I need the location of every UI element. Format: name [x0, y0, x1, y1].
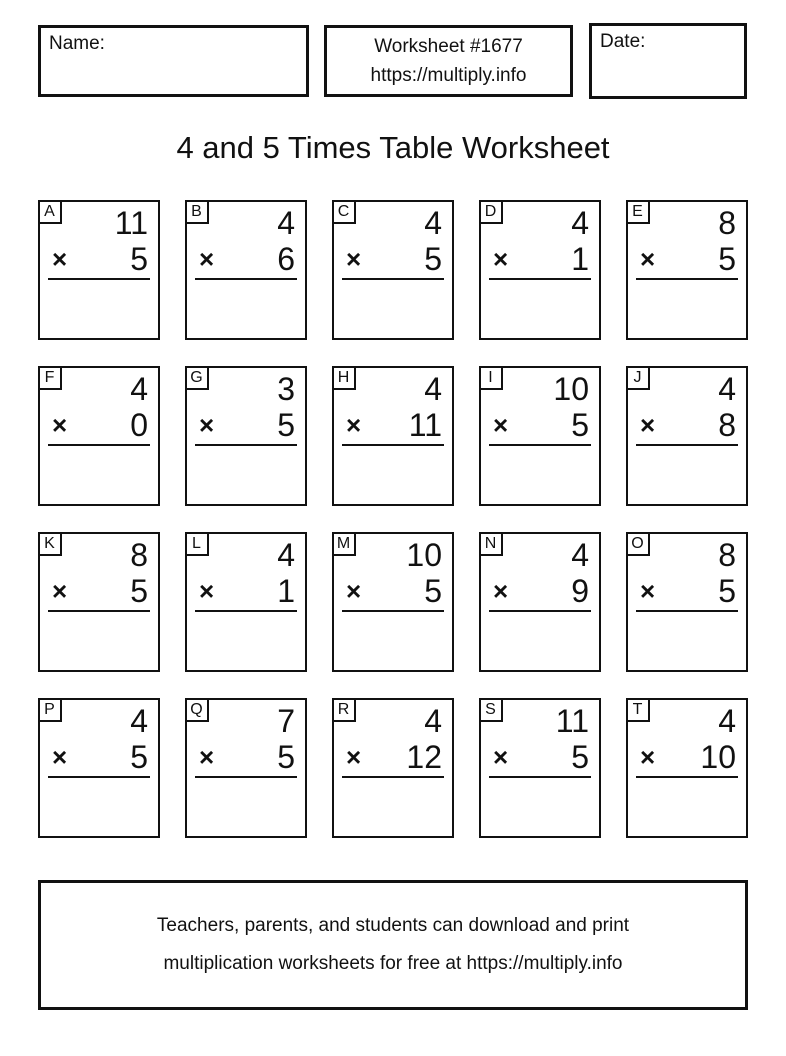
operator-row	[493, 241, 589, 279]
operator-row	[199, 739, 295, 777]
operator-row	[199, 241, 295, 279]
operator-row	[52, 241, 148, 279]
problem-cell	[626, 532, 748, 672]
problem-letter: B	[185, 200, 209, 224]
times-sign: ×	[493, 410, 509, 440]
problem-cell	[38, 532, 160, 672]
problem-cell	[479, 698, 601, 838]
problem-cell	[479, 366, 601, 506]
times-sign: ×	[346, 576, 362, 606]
times-sign: ×	[52, 576, 68, 606]
operator-row	[640, 573, 736, 611]
answer-line	[636, 444, 738, 446]
problem-letter: C	[332, 200, 356, 224]
answer-line	[636, 776, 738, 778]
multiplier: 5	[424, 241, 442, 277]
multiplier: 5	[130, 573, 148, 609]
operator-row	[52, 573, 148, 611]
problem-letter: O	[626, 532, 650, 556]
answer-line	[48, 776, 150, 778]
multiplicand: 4	[718, 371, 736, 407]
multiplier: 6	[277, 241, 295, 277]
multiplier: 8	[718, 407, 736, 443]
multiplier: 5	[130, 739, 148, 775]
problem-cell	[38, 200, 160, 340]
operator-row	[346, 241, 442, 279]
multiplicand: 4	[277, 537, 295, 573]
answer-line	[195, 776, 297, 778]
multiplier: 5	[277, 739, 295, 775]
problem-cell	[332, 200, 454, 340]
multiplicand: 4	[424, 703, 442, 739]
multiplier: 1	[571, 241, 589, 277]
multiplier: 12	[406, 739, 442, 775]
multiplier: 5	[571, 739, 589, 775]
times-sign: ×	[199, 742, 215, 772]
operator-row	[346, 739, 442, 777]
times-sign: ×	[346, 410, 362, 440]
operator-row	[346, 407, 442, 445]
answer-line	[636, 278, 738, 280]
problem-cell	[479, 200, 601, 340]
multiplier: 9	[571, 573, 589, 609]
name-field-box	[38, 25, 309, 97]
problem-letter: F	[38, 366, 62, 390]
answer-line	[489, 278, 591, 280]
multiplicand: 11	[555, 703, 589, 739]
operator-row	[346, 573, 442, 611]
footer-line-2: multiplication worksheets for free at https://multiply.info	[163, 953, 623, 974]
answer-line	[195, 444, 297, 446]
multiplicand: 4	[130, 371, 148, 407]
multiplicand: 7	[277, 703, 295, 739]
footer-note-box	[38, 880, 748, 1010]
times-sign: ×	[640, 576, 656, 606]
problem-cell	[185, 366, 307, 506]
problem-letter: E	[626, 200, 650, 224]
multiplier: 5	[277, 407, 295, 443]
operator-row	[640, 407, 736, 445]
problem-letter: Q	[185, 698, 209, 722]
times-sign: ×	[52, 410, 68, 440]
multiplicand: 10	[553, 371, 589, 407]
multiplier: 5	[424, 573, 442, 609]
times-sign: ×	[199, 244, 215, 274]
multiplicand: 8	[718, 537, 736, 573]
problem-cell	[626, 366, 748, 506]
problem-letter: A	[38, 200, 62, 224]
answer-line	[48, 278, 150, 280]
multiplier: 5	[718, 241, 736, 277]
times-sign: ×	[346, 742, 362, 772]
problem-letter: T	[626, 698, 650, 722]
operator-row	[199, 407, 295, 445]
multiplicand: 4	[718, 703, 736, 739]
problem-cell	[185, 200, 307, 340]
times-sign: ×	[199, 576, 215, 606]
problem-letter: S	[479, 698, 503, 722]
multiplier: 1	[277, 573, 295, 609]
problem-cell	[332, 698, 454, 838]
times-sign: ×	[346, 244, 362, 274]
multiplicand: 8	[130, 537, 148, 573]
multiplicand: 4	[424, 371, 442, 407]
multiplicand: 4	[571, 537, 589, 573]
answer-line	[342, 610, 444, 612]
multiplicand: 4	[424, 205, 442, 241]
multiplier: 5	[718, 573, 736, 609]
multiplicand: 11	[114, 205, 148, 241]
problem-letter: M	[332, 532, 356, 556]
times-sign: ×	[52, 742, 68, 772]
times-sign: ×	[493, 244, 509, 274]
problem-letter: K	[38, 532, 62, 556]
answer-line	[48, 444, 150, 446]
multiplier: 5	[130, 241, 148, 277]
answer-line	[636, 610, 738, 612]
answer-line	[489, 776, 591, 778]
problem-letter: D	[479, 200, 503, 224]
name-label: Name:	[49, 33, 105, 54]
multiplier: 10	[700, 739, 736, 775]
operator-row	[52, 739, 148, 777]
answer-line	[195, 278, 297, 280]
multiplier: 11	[408, 407, 442, 443]
answer-line	[48, 610, 150, 612]
multiplicand: 4	[571, 205, 589, 241]
problem-cell	[38, 366, 160, 506]
operator-row	[640, 739, 736, 777]
operator-row	[493, 739, 589, 777]
answer-line	[489, 444, 591, 446]
problem-cell	[626, 200, 748, 340]
answer-line	[195, 610, 297, 612]
problem-letter: R	[332, 698, 356, 722]
problem-cell	[332, 532, 454, 672]
operator-row	[52, 407, 148, 445]
multiplicand: 3	[277, 371, 295, 407]
problem-letter: H	[332, 366, 356, 390]
page-title: 4 and 5 Times Table Worksheet	[176, 130, 610, 165]
problem-letter: I	[479, 366, 503, 390]
multiplicand: 4	[130, 703, 148, 739]
operator-row	[493, 407, 589, 445]
date-label: Date:	[600, 31, 646, 52]
problem-letter: P	[38, 698, 62, 722]
problem-cell	[626, 698, 748, 838]
answer-line	[342, 776, 444, 778]
problem-letter: N	[479, 532, 503, 556]
times-sign: ×	[493, 742, 509, 772]
problem-cell	[332, 366, 454, 506]
times-sign: ×	[199, 410, 215, 440]
footer-line-1: Teachers, parents, and students can download and print	[156, 915, 630, 936]
multiplicand: 10	[406, 537, 442, 573]
problem-cell	[185, 698, 307, 838]
operator-row	[640, 241, 736, 279]
worksheet-info-box	[324, 25, 573, 97]
problem-cell	[479, 532, 601, 672]
worksheet-number: Worksheet #1677	[374, 36, 523, 57]
problem-cell	[38, 698, 160, 838]
answer-line	[489, 610, 591, 612]
times-sign: ×	[493, 576, 509, 606]
date-field-box	[589, 23, 747, 99]
times-sign: ×	[640, 410, 656, 440]
worksheet-url: https://multiply.info	[370, 65, 527, 86]
times-sign: ×	[52, 244, 68, 274]
operator-row	[199, 573, 295, 611]
problem-letter: L	[185, 532, 209, 556]
problem-cell	[185, 532, 307, 672]
problems-grid	[38, 200, 748, 838]
operator-row	[493, 573, 589, 611]
multiplicand: 8	[718, 205, 736, 241]
answer-line	[342, 444, 444, 446]
problem-letter: G	[185, 366, 209, 390]
answer-line	[342, 278, 444, 280]
multiplicand: 4	[277, 205, 295, 241]
times-sign: ×	[640, 244, 656, 274]
times-sign: ×	[640, 742, 656, 772]
multiplier: 5	[571, 407, 589, 443]
multiplier: 0	[130, 407, 148, 443]
problem-letter: J	[626, 366, 650, 390]
